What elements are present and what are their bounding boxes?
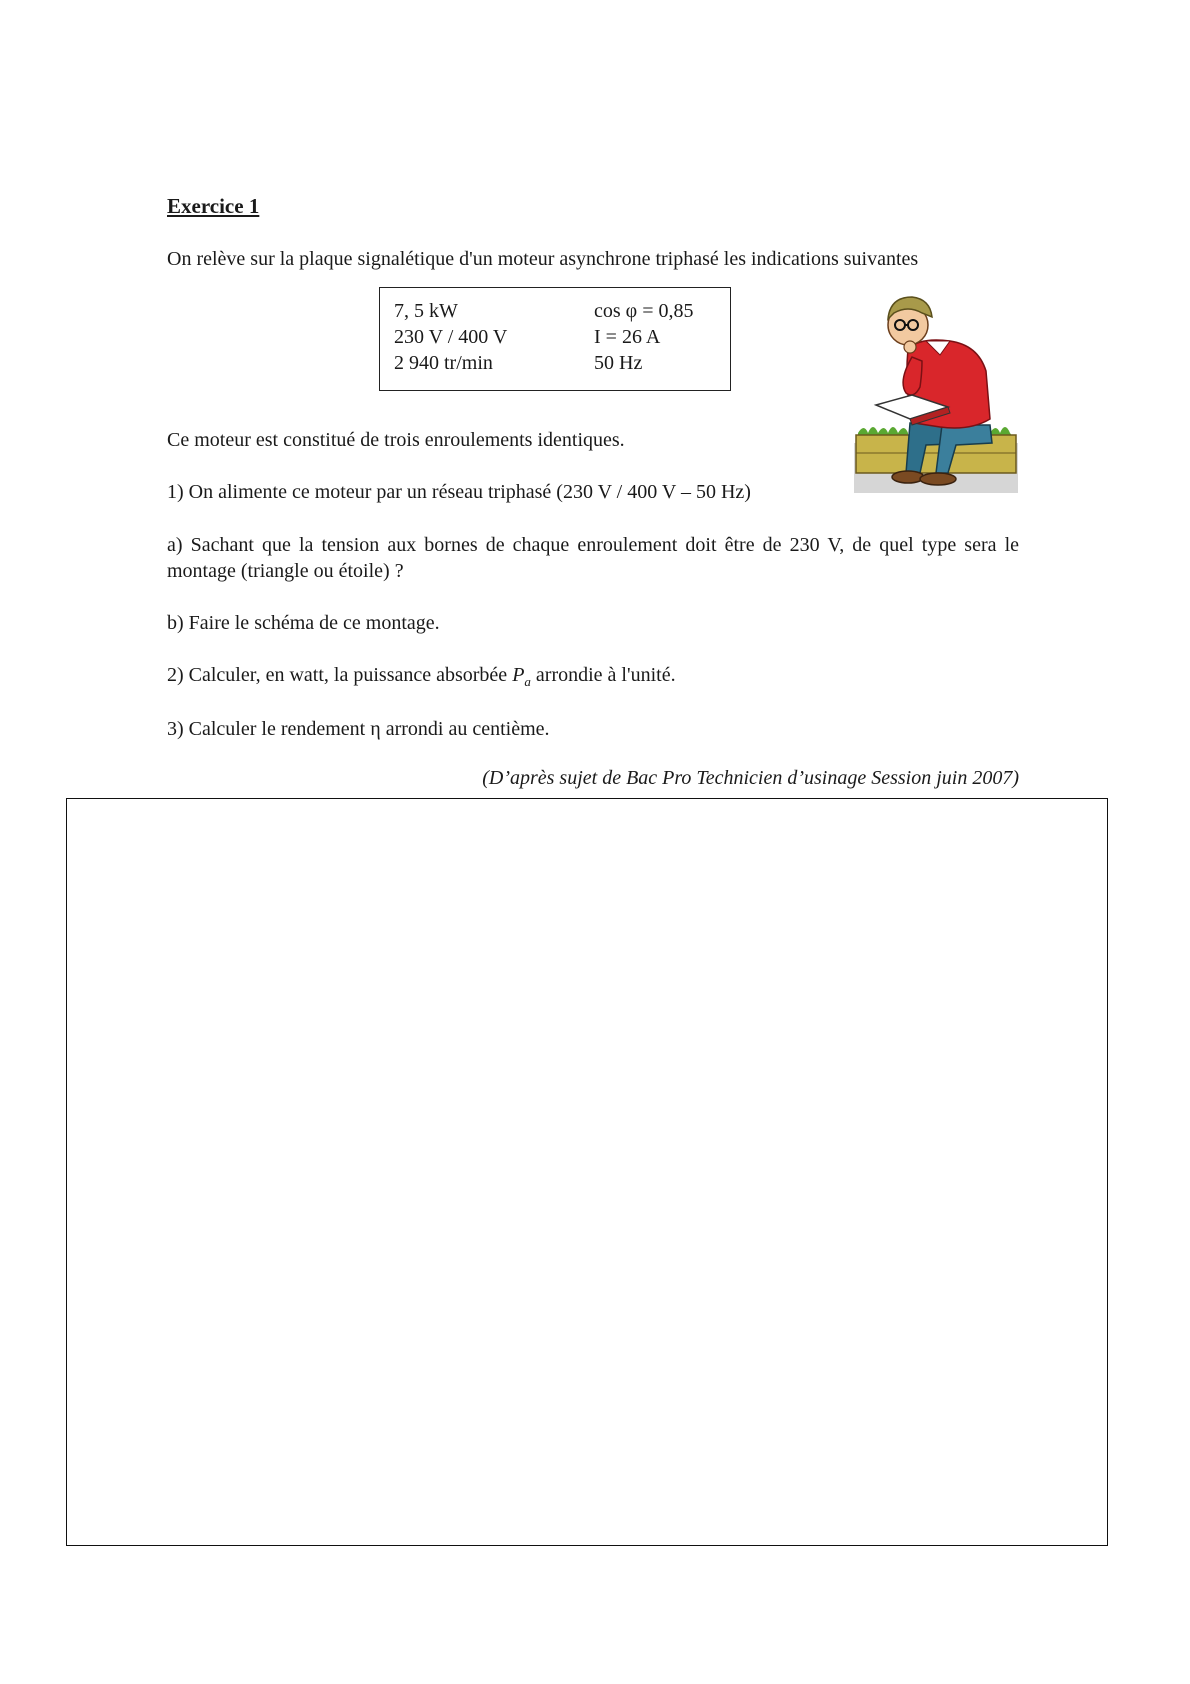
motor-description: Ce moteur est constitué de trois enroulements identiques. — [167, 429, 625, 451]
nameplate-power-factor: cos φ = 0,85 — [594, 300, 694, 322]
nameplate-power: 7, 5 kW — [394, 300, 458, 322]
question-3: 3) Calculer le rendement η arrondi au centième. — [167, 718, 550, 740]
nameplate-voltage: 230 V / 400 V — [394, 326, 508, 348]
exercise-title: Exercice 1 — [167, 194, 260, 218]
question-1: 1) On alimente ce moteur par un réseau triphasé (230 V / 400 V – 50 Hz) — [167, 481, 751, 503]
intro-text: On relève sur la plaque signalétique d'un moteur asynchrone triphasé les indications suivantes — [167, 248, 919, 270]
answer-area[interactable] — [66, 798, 1108, 1546]
reading-man-illustration — [850, 283, 1022, 495]
question-2-symbol: P — [512, 664, 525, 686]
nameplate-speed: 2 940 tr/min — [394, 352, 493, 374]
nameplate-box — [379, 287, 731, 391]
arm-shape — [903, 357, 922, 395]
shoe-left — [892, 471, 924, 483]
shoe-right — [920, 473, 956, 485]
question-1a: a) Sachant que la tension aux bornes de chaque enroulement doit être de 230 V, de quel type sera le montage (triangle ou étoile) ? — [167, 534, 1019, 582]
question-2 — [167, 662, 676, 695]
question-1b: b) Faire le schéma de ce montage. — [167, 612, 440, 634]
nameplate-current: I = 26 A — [594, 326, 661, 348]
question-2-text-before: 2) Calculer, en watt, la puissance absorbée — [167, 664, 513, 686]
question-2-subscript: a — [524, 674, 531, 689]
nameplate-frequency: 50 Hz — [594, 352, 643, 374]
question-2-text-after: arrondie à l'unité. — [530, 664, 676, 686]
hand-shape — [904, 341, 916, 353]
source-citation: (D’après sujet de Bac Pro Technicien d’usinage Session juin 2007) — [482, 767, 1019, 789]
